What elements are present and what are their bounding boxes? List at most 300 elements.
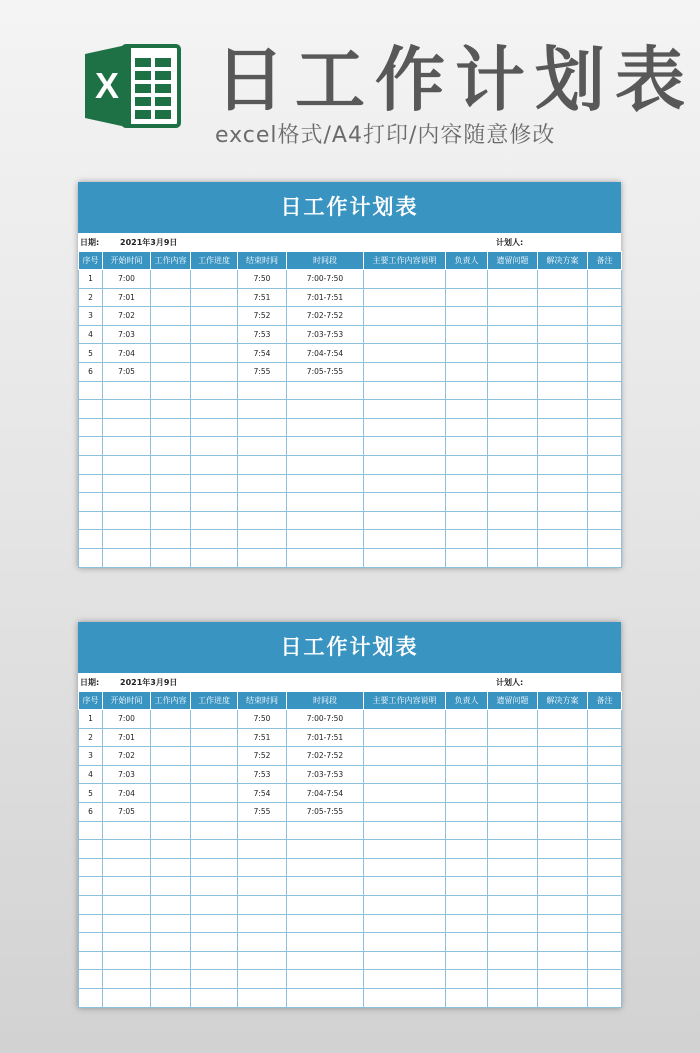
table-cell[interactable] xyxy=(191,840,238,859)
table-cell[interactable] xyxy=(488,784,538,803)
table-cell[interactable] xyxy=(287,381,364,400)
table-cell[interactable] xyxy=(364,914,446,933)
table-cell[interactable] xyxy=(191,418,238,437)
table-cell[interactable] xyxy=(446,988,488,1007)
table-cell[interactable] xyxy=(151,747,191,766)
table-cell[interactable] xyxy=(588,307,622,326)
table-cell[interactable] xyxy=(588,784,622,803)
table-cell[interactable] xyxy=(191,895,238,914)
table-cell[interactable] xyxy=(364,511,446,530)
table-cell[interactable] xyxy=(446,362,488,381)
table-cell[interactable] xyxy=(538,530,588,549)
table-cell[interactable] xyxy=(588,728,622,747)
table-cell[interactable] xyxy=(538,802,588,821)
table-cell[interactable] xyxy=(151,455,191,474)
table-cell[interactable] xyxy=(364,970,446,989)
table-cell[interactable]: 2 xyxy=(79,728,103,747)
table-cell[interactable] xyxy=(364,381,446,400)
table-cell[interactable] xyxy=(79,511,103,530)
table-cell[interactable] xyxy=(364,728,446,747)
table-cell[interactable] xyxy=(79,437,103,456)
table-cell[interactable] xyxy=(79,400,103,419)
table-cell[interactable]: 4 xyxy=(79,325,103,344)
table-cell[interactable] xyxy=(538,933,588,952)
table-cell[interactable] xyxy=(446,307,488,326)
table-cell[interactable] xyxy=(103,437,151,456)
table-cell[interactable] xyxy=(538,437,588,456)
table-cell[interactable] xyxy=(588,895,622,914)
table-cell[interactable] xyxy=(238,455,287,474)
table-cell[interactable] xyxy=(488,728,538,747)
table-cell[interactable] xyxy=(79,840,103,859)
table-cell[interactable] xyxy=(488,802,538,821)
table-cell[interactable] xyxy=(103,914,151,933)
table-cell[interactable] xyxy=(151,933,191,952)
table-cell[interactable] xyxy=(538,895,588,914)
table-cell[interactable] xyxy=(103,400,151,419)
table-cell[interactable] xyxy=(588,288,622,307)
table-cell[interactable] xyxy=(191,381,238,400)
table-cell[interactable] xyxy=(364,988,446,1007)
table-cell[interactable] xyxy=(364,474,446,493)
table-cell[interactable] xyxy=(151,710,191,729)
table-cell[interactable] xyxy=(488,765,538,784)
table-cell[interactable] xyxy=(238,381,287,400)
table-cell[interactable] xyxy=(538,493,588,512)
table-cell[interactable] xyxy=(238,511,287,530)
table-cell[interactable] xyxy=(238,951,287,970)
table-cell[interactable] xyxy=(446,951,488,970)
table-cell[interactable] xyxy=(488,344,538,363)
table-cell[interactable]: 1 xyxy=(79,710,103,729)
table-cell[interactable] xyxy=(364,877,446,896)
table-cell[interactable]: 7:50 xyxy=(238,710,287,729)
table-cell[interactable] xyxy=(238,877,287,896)
table-cell[interactable] xyxy=(538,455,588,474)
table-cell[interactable] xyxy=(191,728,238,747)
table-cell[interactable] xyxy=(488,933,538,952)
table-cell[interactable] xyxy=(191,530,238,549)
date-value[interactable]: 2021年3月9日 xyxy=(120,678,178,687)
table-cell[interactable] xyxy=(364,710,446,729)
table-cell[interactable] xyxy=(151,951,191,970)
table-cell[interactable] xyxy=(538,970,588,989)
table-cell[interactable] xyxy=(446,270,488,289)
table-cell[interactable] xyxy=(191,344,238,363)
table-cell[interactable] xyxy=(287,933,364,952)
table-cell[interactable] xyxy=(446,970,488,989)
table-cell[interactable] xyxy=(446,344,488,363)
table-cell[interactable] xyxy=(79,493,103,512)
table-cell[interactable] xyxy=(364,400,446,419)
table-cell[interactable] xyxy=(103,970,151,989)
table-cell[interactable] xyxy=(446,437,488,456)
table-cell[interactable]: 7:04-7:54 xyxy=(287,784,364,803)
table-cell[interactable] xyxy=(103,933,151,952)
table-cell[interactable] xyxy=(446,858,488,877)
table-cell[interactable] xyxy=(588,765,622,784)
table-cell[interactable] xyxy=(287,530,364,549)
table-cell[interactable] xyxy=(446,474,488,493)
table-cell[interactable]: 7:00-7:50 xyxy=(287,270,364,289)
table-cell[interactable] xyxy=(191,325,238,344)
table-cell[interactable] xyxy=(538,418,588,437)
table-cell[interactable]: 7:50 xyxy=(238,270,287,289)
table-cell[interactable] xyxy=(488,362,538,381)
table-cell[interactable] xyxy=(103,988,151,1007)
table-cell[interactable] xyxy=(191,710,238,729)
table-cell[interactable]: 7:55 xyxy=(238,802,287,821)
table-cell[interactable] xyxy=(538,325,588,344)
table-cell[interactable]: 7:52 xyxy=(238,747,287,766)
table-cell[interactable] xyxy=(446,933,488,952)
table-cell[interactable] xyxy=(151,288,191,307)
table-cell[interactable] xyxy=(103,455,151,474)
table-cell[interactable] xyxy=(238,548,287,567)
table-cell[interactable] xyxy=(588,493,622,512)
table-cell[interactable] xyxy=(191,933,238,952)
table-cell[interactable]: 7:00-7:50 xyxy=(287,710,364,729)
table-cell[interactable] xyxy=(79,914,103,933)
table-cell[interactable] xyxy=(446,548,488,567)
table-cell[interactable] xyxy=(588,988,622,1007)
table-cell[interactable] xyxy=(364,530,446,549)
table-cell[interactable] xyxy=(446,288,488,307)
table-cell[interactable] xyxy=(364,437,446,456)
table-cell[interactable]: 7:53 xyxy=(238,765,287,784)
table-cell[interactable]: 7:03 xyxy=(103,325,151,344)
table-cell[interactable] xyxy=(446,530,488,549)
table-cell[interactable] xyxy=(446,895,488,914)
table-cell[interactable] xyxy=(79,821,103,840)
table-cell[interactable] xyxy=(364,765,446,784)
table-cell[interactable] xyxy=(103,381,151,400)
table-cell[interactable]: 7:00 xyxy=(103,270,151,289)
table-cell[interactable] xyxy=(191,400,238,419)
table-cell[interactable]: 7:51 xyxy=(238,728,287,747)
table-cell[interactable] xyxy=(238,840,287,859)
table-cell[interactable] xyxy=(588,951,622,970)
table-cell[interactable] xyxy=(151,728,191,747)
table-cell[interactable] xyxy=(446,455,488,474)
table-cell[interactable] xyxy=(364,784,446,803)
table-cell[interactable] xyxy=(238,493,287,512)
table-cell[interactable] xyxy=(588,530,622,549)
table-cell[interactable] xyxy=(79,877,103,896)
table-cell[interactable] xyxy=(488,530,538,549)
table-cell[interactable] xyxy=(538,877,588,896)
table-cell[interactable] xyxy=(151,325,191,344)
table-cell[interactable] xyxy=(103,418,151,437)
table-cell[interactable] xyxy=(79,455,103,474)
table-cell[interactable] xyxy=(488,951,538,970)
table-cell[interactable] xyxy=(588,548,622,567)
table-cell[interactable] xyxy=(151,895,191,914)
table-cell[interactable] xyxy=(79,474,103,493)
table-cell[interactable] xyxy=(538,951,588,970)
table-cell[interactable] xyxy=(191,307,238,326)
table-cell[interactable]: 6 xyxy=(79,802,103,821)
table-cell[interactable] xyxy=(151,988,191,1007)
table-cell[interactable] xyxy=(488,474,538,493)
table-cell[interactable]: 7:04 xyxy=(103,784,151,803)
table-cell[interactable]: 7:54 xyxy=(238,344,287,363)
table-cell[interactable] xyxy=(364,344,446,363)
table-cell[interactable] xyxy=(287,988,364,1007)
table-cell[interactable] xyxy=(588,474,622,493)
table-cell[interactable]: 2 xyxy=(79,288,103,307)
table-cell[interactable] xyxy=(103,474,151,493)
table-cell[interactable] xyxy=(538,747,588,766)
table-cell[interactable]: 7:05-7:55 xyxy=(287,362,364,381)
table-cell[interactable] xyxy=(151,548,191,567)
table-cell[interactable] xyxy=(191,455,238,474)
table-cell[interactable] xyxy=(364,418,446,437)
table-cell[interactable] xyxy=(588,511,622,530)
table-cell[interactable] xyxy=(191,493,238,512)
table-cell[interactable]: 7:04 xyxy=(103,344,151,363)
table-cell[interactable] xyxy=(446,765,488,784)
table-cell[interactable] xyxy=(538,288,588,307)
table-cell[interactable] xyxy=(238,400,287,419)
table-cell[interactable]: 3 xyxy=(79,747,103,766)
table-cell[interactable] xyxy=(538,784,588,803)
table-cell[interactable] xyxy=(151,877,191,896)
table-cell[interactable] xyxy=(364,840,446,859)
table-cell[interactable] xyxy=(588,381,622,400)
table-cell[interactable] xyxy=(588,821,622,840)
table-cell[interactable] xyxy=(364,288,446,307)
table-cell[interactable] xyxy=(446,381,488,400)
table-cell[interactable] xyxy=(446,914,488,933)
table-cell[interactable] xyxy=(287,511,364,530)
table-cell[interactable] xyxy=(364,802,446,821)
table-cell[interactable]: 7:02-7:52 xyxy=(287,747,364,766)
table-cell[interactable] xyxy=(446,418,488,437)
table-cell[interactable] xyxy=(588,840,622,859)
table-cell[interactable] xyxy=(238,933,287,952)
table-cell[interactable] xyxy=(446,784,488,803)
table-cell[interactable] xyxy=(538,474,588,493)
table-cell[interactable] xyxy=(191,765,238,784)
table-cell[interactable] xyxy=(446,511,488,530)
table-cell[interactable] xyxy=(79,970,103,989)
table-cell[interactable] xyxy=(287,493,364,512)
table-cell[interactable] xyxy=(538,511,588,530)
table-cell[interactable] xyxy=(588,933,622,952)
table-cell[interactable] xyxy=(588,418,622,437)
table-cell[interactable] xyxy=(238,895,287,914)
table-cell[interactable]: 7:51 xyxy=(238,288,287,307)
table-cell[interactable] xyxy=(191,747,238,766)
table-cell[interactable] xyxy=(364,325,446,344)
table-cell[interactable] xyxy=(191,784,238,803)
table-cell[interactable] xyxy=(287,840,364,859)
table-cell[interactable] xyxy=(191,437,238,456)
table-cell[interactable] xyxy=(151,344,191,363)
table-cell[interactable] xyxy=(488,840,538,859)
table-cell[interactable] xyxy=(446,728,488,747)
table-cell[interactable] xyxy=(238,474,287,493)
table-cell[interactable] xyxy=(446,710,488,729)
table-cell[interactable] xyxy=(446,877,488,896)
table-cell[interactable] xyxy=(588,710,622,729)
table-cell[interactable] xyxy=(287,895,364,914)
table-cell[interactable]: 7:01-7:51 xyxy=(287,288,364,307)
table-cell[interactable] xyxy=(488,270,538,289)
table-cell[interactable] xyxy=(151,307,191,326)
table-cell[interactable] xyxy=(446,493,488,512)
table-cell[interactable] xyxy=(238,914,287,933)
table-cell[interactable] xyxy=(103,511,151,530)
table-cell[interactable]: 7:03-7:53 xyxy=(287,325,364,344)
table-cell[interactable] xyxy=(588,362,622,381)
table-cell[interactable] xyxy=(151,970,191,989)
table-cell[interactable] xyxy=(488,400,538,419)
table-cell[interactable] xyxy=(538,840,588,859)
table-cell[interactable] xyxy=(364,362,446,381)
table-cell[interactable] xyxy=(538,362,588,381)
table-cell[interactable] xyxy=(103,530,151,549)
table-cell[interactable]: 7:01 xyxy=(103,728,151,747)
table-cell[interactable] xyxy=(191,270,238,289)
table-cell[interactable] xyxy=(446,802,488,821)
table-cell[interactable]: 6 xyxy=(79,362,103,381)
table-cell[interactable] xyxy=(538,988,588,1007)
table-cell[interactable] xyxy=(488,895,538,914)
table-cell[interactable] xyxy=(287,821,364,840)
table-cell[interactable] xyxy=(191,288,238,307)
table-cell[interactable] xyxy=(364,951,446,970)
table-cell[interactable] xyxy=(191,548,238,567)
table-cell[interactable] xyxy=(364,933,446,952)
table-cell[interactable] xyxy=(191,970,238,989)
table-cell[interactable] xyxy=(191,988,238,1007)
table-cell[interactable] xyxy=(191,474,238,493)
table-cell[interactable] xyxy=(588,914,622,933)
table-cell[interactable] xyxy=(79,548,103,567)
table-cell[interactable]: 7:02 xyxy=(103,307,151,326)
table-cell[interactable] xyxy=(588,970,622,989)
table-cell[interactable]: 7:03 xyxy=(103,765,151,784)
table-cell[interactable] xyxy=(588,400,622,419)
table-cell[interactable] xyxy=(488,325,538,344)
date-value[interactable]: 2021年3月9日 xyxy=(120,238,178,247)
table-cell[interactable]: 7:05 xyxy=(103,802,151,821)
table-cell[interactable]: 7:52 xyxy=(238,307,287,326)
table-cell[interactable]: 3 xyxy=(79,307,103,326)
table-cell[interactable] xyxy=(488,970,538,989)
table-cell[interactable] xyxy=(488,548,538,567)
table-cell[interactable] xyxy=(488,511,538,530)
table-cell[interactable]: 1 xyxy=(79,270,103,289)
table-cell[interactable] xyxy=(287,858,364,877)
table-cell[interactable] xyxy=(191,951,238,970)
table-cell[interactable] xyxy=(488,877,538,896)
table-cell[interactable] xyxy=(287,970,364,989)
table-cell[interactable] xyxy=(538,400,588,419)
table-cell[interactable] xyxy=(488,747,538,766)
table-cell[interactable] xyxy=(538,821,588,840)
table-cell[interactable] xyxy=(103,493,151,512)
table-cell[interactable] xyxy=(488,988,538,1007)
table-cell[interactable] xyxy=(364,821,446,840)
table-cell[interactable] xyxy=(238,858,287,877)
table-cell[interactable] xyxy=(191,914,238,933)
table-cell[interactable] xyxy=(151,418,191,437)
table-cell[interactable] xyxy=(151,511,191,530)
table-cell[interactable] xyxy=(151,914,191,933)
table-cell[interactable] xyxy=(287,914,364,933)
table-cell[interactable] xyxy=(538,765,588,784)
table-cell[interactable] xyxy=(151,493,191,512)
table-cell[interactable] xyxy=(238,530,287,549)
table-cell[interactable] xyxy=(191,511,238,530)
table-cell[interactable] xyxy=(538,344,588,363)
table-cell[interactable] xyxy=(488,821,538,840)
table-cell[interactable] xyxy=(488,493,538,512)
table-cell[interactable] xyxy=(538,858,588,877)
table-cell[interactable] xyxy=(538,548,588,567)
table-cell[interactable] xyxy=(151,802,191,821)
table-cell[interactable] xyxy=(538,728,588,747)
table-cell[interactable] xyxy=(191,858,238,877)
table-cell[interactable] xyxy=(238,437,287,456)
table-cell[interactable] xyxy=(588,437,622,456)
table-cell[interactable] xyxy=(287,455,364,474)
table-cell[interactable]: 4 xyxy=(79,765,103,784)
table-cell[interactable] xyxy=(79,530,103,549)
table-cell[interactable]: 7:01 xyxy=(103,288,151,307)
table-cell[interactable] xyxy=(79,933,103,952)
table-cell[interactable] xyxy=(488,381,538,400)
table-cell[interactable] xyxy=(446,821,488,840)
table-cell[interactable] xyxy=(103,840,151,859)
table-cell[interactable]: 5 xyxy=(79,784,103,803)
table-cell[interactable] xyxy=(79,418,103,437)
table-cell[interactable] xyxy=(191,821,238,840)
table-cell[interactable] xyxy=(488,418,538,437)
table-cell[interactable] xyxy=(538,710,588,729)
table-cell[interactable] xyxy=(238,821,287,840)
table-cell[interactable] xyxy=(151,437,191,456)
table-cell[interactable] xyxy=(488,710,538,729)
table-cell[interactable] xyxy=(79,858,103,877)
table-cell[interactable] xyxy=(588,802,622,821)
table-cell[interactable] xyxy=(588,344,622,363)
table-cell[interactable] xyxy=(191,802,238,821)
table-cell[interactable] xyxy=(538,914,588,933)
table-cell[interactable] xyxy=(488,455,538,474)
table-cell[interactable] xyxy=(364,493,446,512)
table-cell[interactable]: 7:02 xyxy=(103,747,151,766)
table-cell[interactable] xyxy=(191,877,238,896)
table-cell[interactable] xyxy=(488,914,538,933)
table-cell[interactable] xyxy=(446,840,488,859)
table-cell[interactable] xyxy=(364,455,446,474)
table-cell[interactable] xyxy=(103,548,151,567)
table-cell[interactable] xyxy=(364,270,446,289)
table-cell[interactable]: 7:54 xyxy=(238,784,287,803)
table-cell[interactable]: 7:03-7:53 xyxy=(287,765,364,784)
table-cell[interactable]: 7:05-7:55 xyxy=(287,802,364,821)
table-cell[interactable] xyxy=(538,270,588,289)
table-cell[interactable] xyxy=(488,437,538,456)
table-cell[interactable] xyxy=(151,840,191,859)
table-cell[interactable] xyxy=(287,877,364,896)
table-cell[interactable] xyxy=(364,858,446,877)
table-cell[interactable] xyxy=(151,362,191,381)
